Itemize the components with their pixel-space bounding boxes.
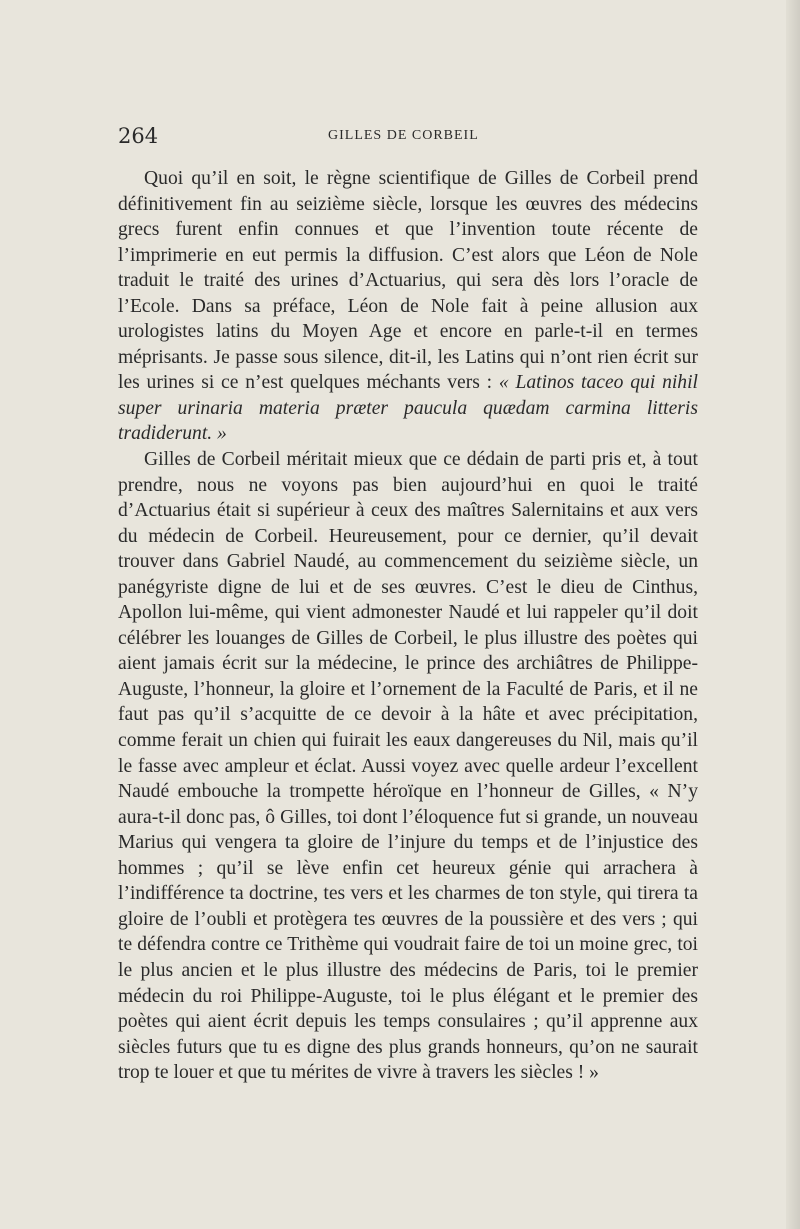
page-edge-shadow [786, 0, 800, 1229]
body-text [118, 166, 698, 1086]
paragraph-2-text: Gilles de Corbeil méritait mieux que ce dédain de parti pris et, à tout prendre, nous ne voyons pas bien aujourd’hui en quoi le traité d’Actuarius était si supérieur à ceux des maîtres Salernitains et aux vers du médecin de Corbeil. Heureusement, pour ce dernier, qu’il devait trouver dans Gabriel Naudé, au commencement du seizième siècle, un panégyriste digne de lui et de ses œuvres. C’est le dieu de Cinthus, Apollon lui-même, qui vient admonester Naudé et lui rappeler qu’il doit célébrer les louanges de Gilles de Corbeil, le plus illustre des poètes qui aient jamais écrit sur la médecine, le prince des archiâtres de Philippe-Auguste, l’honneur, la gloire et l’ornement de la Faculté de Paris, et il ne faut pas qu’il s’acquitte de ce devoir à la hâte et avec précipitation, comme ferait un chien qui fuirait les eaux dangereuses du Nil, mais qu’il le fasse avec ampleur et éclat. Aussi voyez avec quelle ardeur l’excellent Naudé embouche la trompette héroïque en l’honneur de Gilles, « N’y aura-t-il donc pas, ô Gilles, toi dont l’éloquence fut si grande, un nouveau Marius qui vengera ta gloire de l’injure du temps et de l’injustice des hommes ; qu’il se lève enfin cet heureux génie qui arrachera à l’indifférence ta doctrine, tes vers et les charmes de ton style, qui tirera ta gloire de l’oubli et protègera tes œuvres de la poussière et des vers ; qui te défendra contre ce Trithème qui voudrait faire de toi un moine grec, toi le plus ancien et le plus illustre des médecins de Paris, toi le premier médecin du roi Philippe-Auguste, toi le plus élégant et le premier des poètes qui aient écrit depuis les temps consulaires ; qu’il apprenne aux siècles futurs que tu es digne des plus grands honneurs, qu’on ne saurait trop te louer et que tu mérites de vivre à travers les siècles ! » [118, 449, 698, 1084]
paragraph-1-text: Quoi qu’il en soit, le règne scientifique de Gilles de Corbeil prend définitivement fin au seizième siècle, lorsque les œuvres des médecins grecs furent enfin connues et que l’invention toute récente de l’imprimerie en eut permis la diffusion. C’est alors que Léon de Nole traduit le traité des urines d’Actuarius, qui sera dès lors l’oracle de l’Ecole. Dans sa préface, Léon de Nole fait à peine allusion aux urologistes latins du Moyen Age et encore en parle-t-il en termes méprisants. Je passe sous silence, dit-il, les Latins qui n’ont rien écrit sur les urines si ce n’est quelques méchants vers : [118, 168, 698, 394]
page-number: 264 [118, 124, 159, 148]
paragraph-1 [118, 166, 698, 447]
page-header [118, 124, 698, 152]
paragraph-2 [118, 447, 698, 1086]
running-title: GILLES DE CORBEIL [328, 128, 479, 143]
latin-quote: « Latinos taceo qui nihil super urinaria materia præter paucula quædam carmina litteris tradiderunt. » [118, 372, 698, 445]
